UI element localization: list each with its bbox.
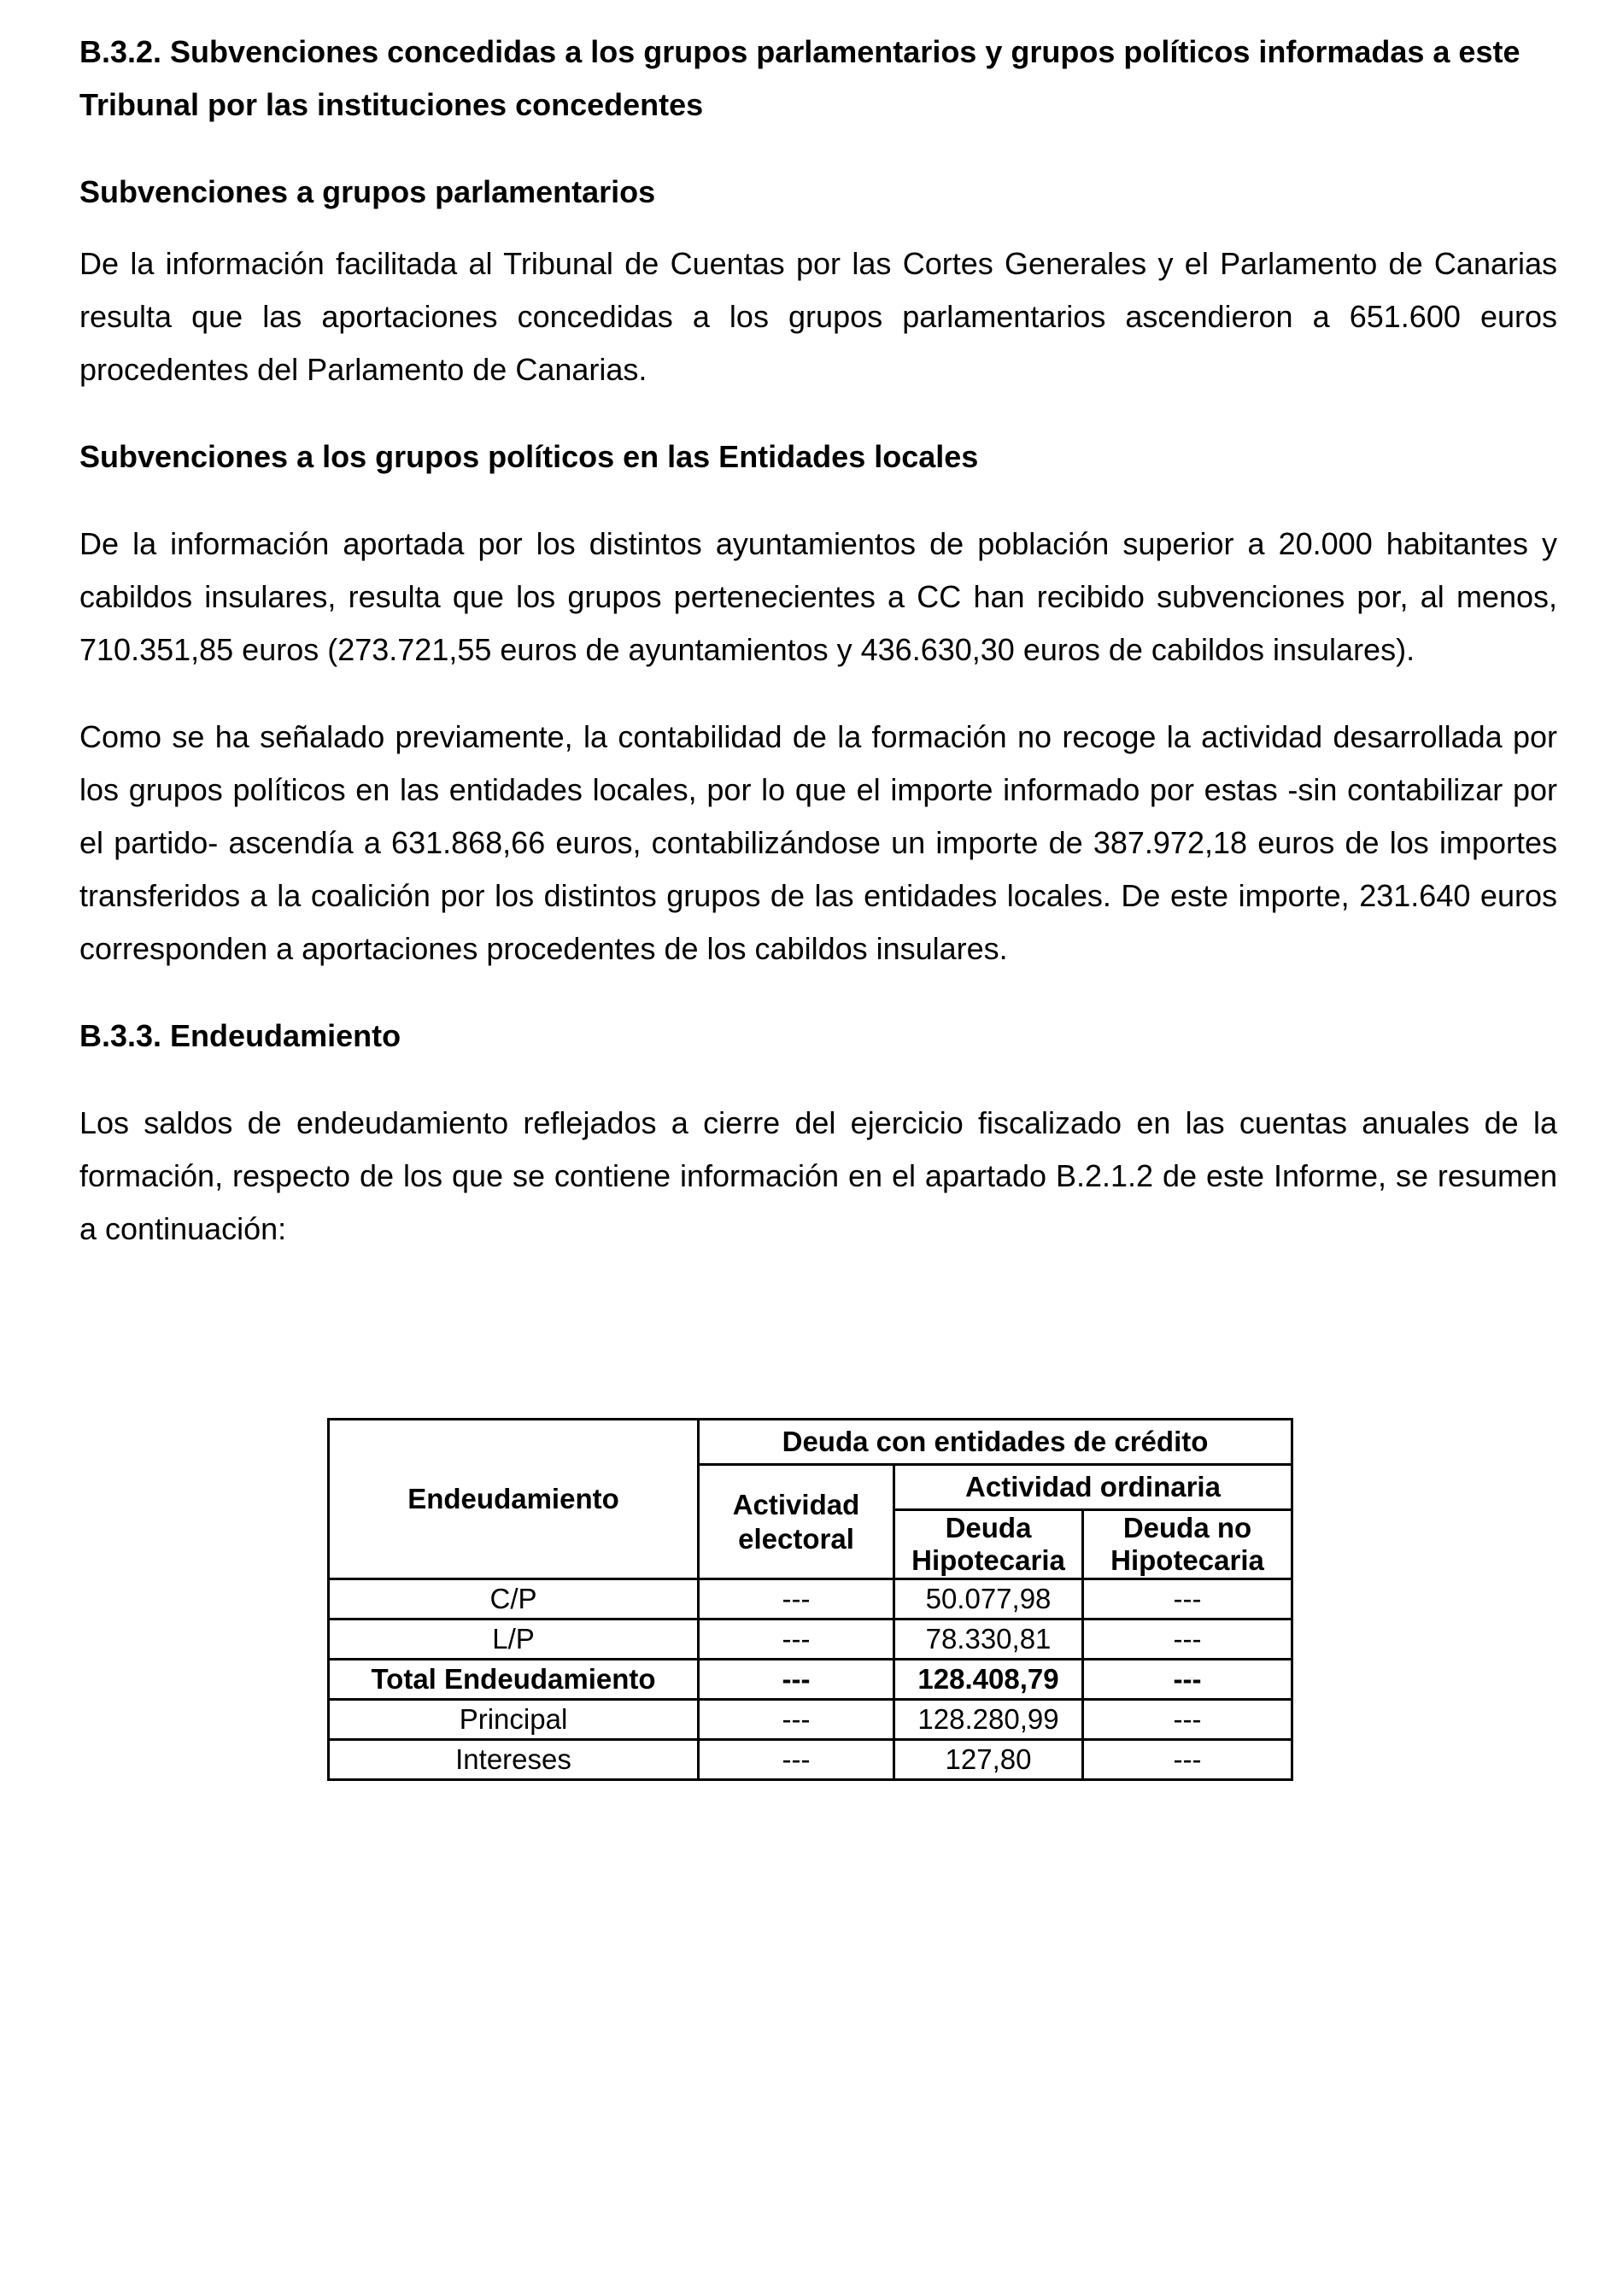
row-label: Principal <box>329 1700 699 1740</box>
table-row <box>329 1620 1292 1660</box>
cell-electoral: --- <box>699 1700 894 1740</box>
table-row <box>329 1740 1292 1780</box>
cell-hipotecaria: 127,80 <box>894 1740 1083 1780</box>
header-actividad-electoral: Actividad electoral <box>699 1465 894 1579</box>
cell-electoral: --- <box>699 1740 894 1780</box>
cell-hipotecaria: 128.280,99 <box>894 1700 1083 1740</box>
row-label: Total Endeudamiento <box>329 1660 699 1700</box>
cell-no-hipotecaria: --- <box>1083 1740 1292 1780</box>
row-label: L/P <box>329 1620 699 1660</box>
cell-no-hipotecaria: --- <box>1083 1620 1292 1660</box>
section-heading-b32: B.3.2. Subvenciones concedidas a los grupos parlamentarios y grupos políticos informadas a este Tribunal por las instituciones concedentes <box>79 34 1520 122</box>
cell-hipotecaria: 78.330,81 <box>894 1620 1083 1660</box>
section-heading-b33: B.3.3. Endeudamiento <box>79 1018 401 1053</box>
table-header-row <box>329 1420 1292 1465</box>
cell-no-hipotecaria: --- <box>1083 1579 1292 1620</box>
cell-no-hipotecaria: --- <box>1083 1660 1292 1700</box>
cell-electoral: --- <box>699 1660 894 1700</box>
cell-hipotecaria: 128.408,79 <box>894 1660 1083 1700</box>
cell-hipotecaria: 50.077,98 <box>894 1579 1083 1620</box>
paragraph-endeudamiento: Los saldos de endeudamiento reflejados a cierre del ejercicio fiscalizado en las cuentas anuales de la formación, respecto de los que se contiene información en el apartado B.2.1.2 de este Informe, se resumen a continuación: <box>79 1105 1557 1246</box>
paragraph-grupos-parlamentarios: De la información facilitada al Tribunal de Cuentas por las Cortes Generales y el Parlamento de Canarias resulta que las aportaciones concedidas a los grupos parlamentarios ascendieron a 651.600 euros procedentes del Parlamento de Canarias. <box>79 246 1557 387</box>
row-label: Intereses <box>329 1740 699 1780</box>
debt-table-wrapper <box>327 1418 1293 1781</box>
paragraph-entidades-locales-1: De la información aportada por los distintos ayuntamientos de población superior a 20.000 habitantes y cabildos insulares, resulta que los grupos pertenecientes a CC han recibido subvenciones por, al menos, 710.351,85 euros (273.721,55 euros de ayuntamientos y 436.630,30 euros de cabildos insulares). <box>79 526 1557 667</box>
subheading-entidades-locales: Subvenciones a los grupos políticos en las Entidades locales <box>79 439 979 474</box>
header-deuda-credito: Deuda con entidades de crédito <box>699 1420 1292 1465</box>
document-page <box>79 26 1557 1256</box>
subheading-grupos-parlamentarios: Subvenciones a grupos parlamentarios <box>79 174 656 209</box>
table-row-total <box>329 1660 1292 1700</box>
cell-electoral: --- <box>699 1579 894 1620</box>
header-endeudamiento: Endeudamiento <box>329 1420 699 1579</box>
header-actividad-ordinaria: Actividad ordinaria <box>894 1465 1292 1510</box>
table-row <box>329 1700 1292 1740</box>
paragraph-entidades-locales-2: Como se ha señalado previamente, la contabilidad de la formación no recoge la actividad desarrollada por los grupos políticos en las entidades locales, por lo que el importe informado por estas -sin contabilizar por el partido- ascendía a 631.868,66 euros, contabilizándose un importe de 387.972,18 euros de los importes transferidos a la coalición por los distintos grupos de las entidades locales. De este importe, 231.640 euros corresponden a aportaciones procedentes de los cabildos insulares. <box>79 719 1557 966</box>
header-deuda-no-hipotecaria: Deuda no Hipotecaria <box>1083 1510 1292 1579</box>
cell-electoral: --- <box>699 1620 894 1660</box>
header-deuda-hipotecaria: Deuda Hipotecaria <box>894 1510 1083 1579</box>
table-row <box>329 1579 1292 1620</box>
debt-table <box>327 1418 1293 1781</box>
row-label: C/P <box>329 1579 699 1620</box>
cell-no-hipotecaria: --- <box>1083 1700 1292 1740</box>
